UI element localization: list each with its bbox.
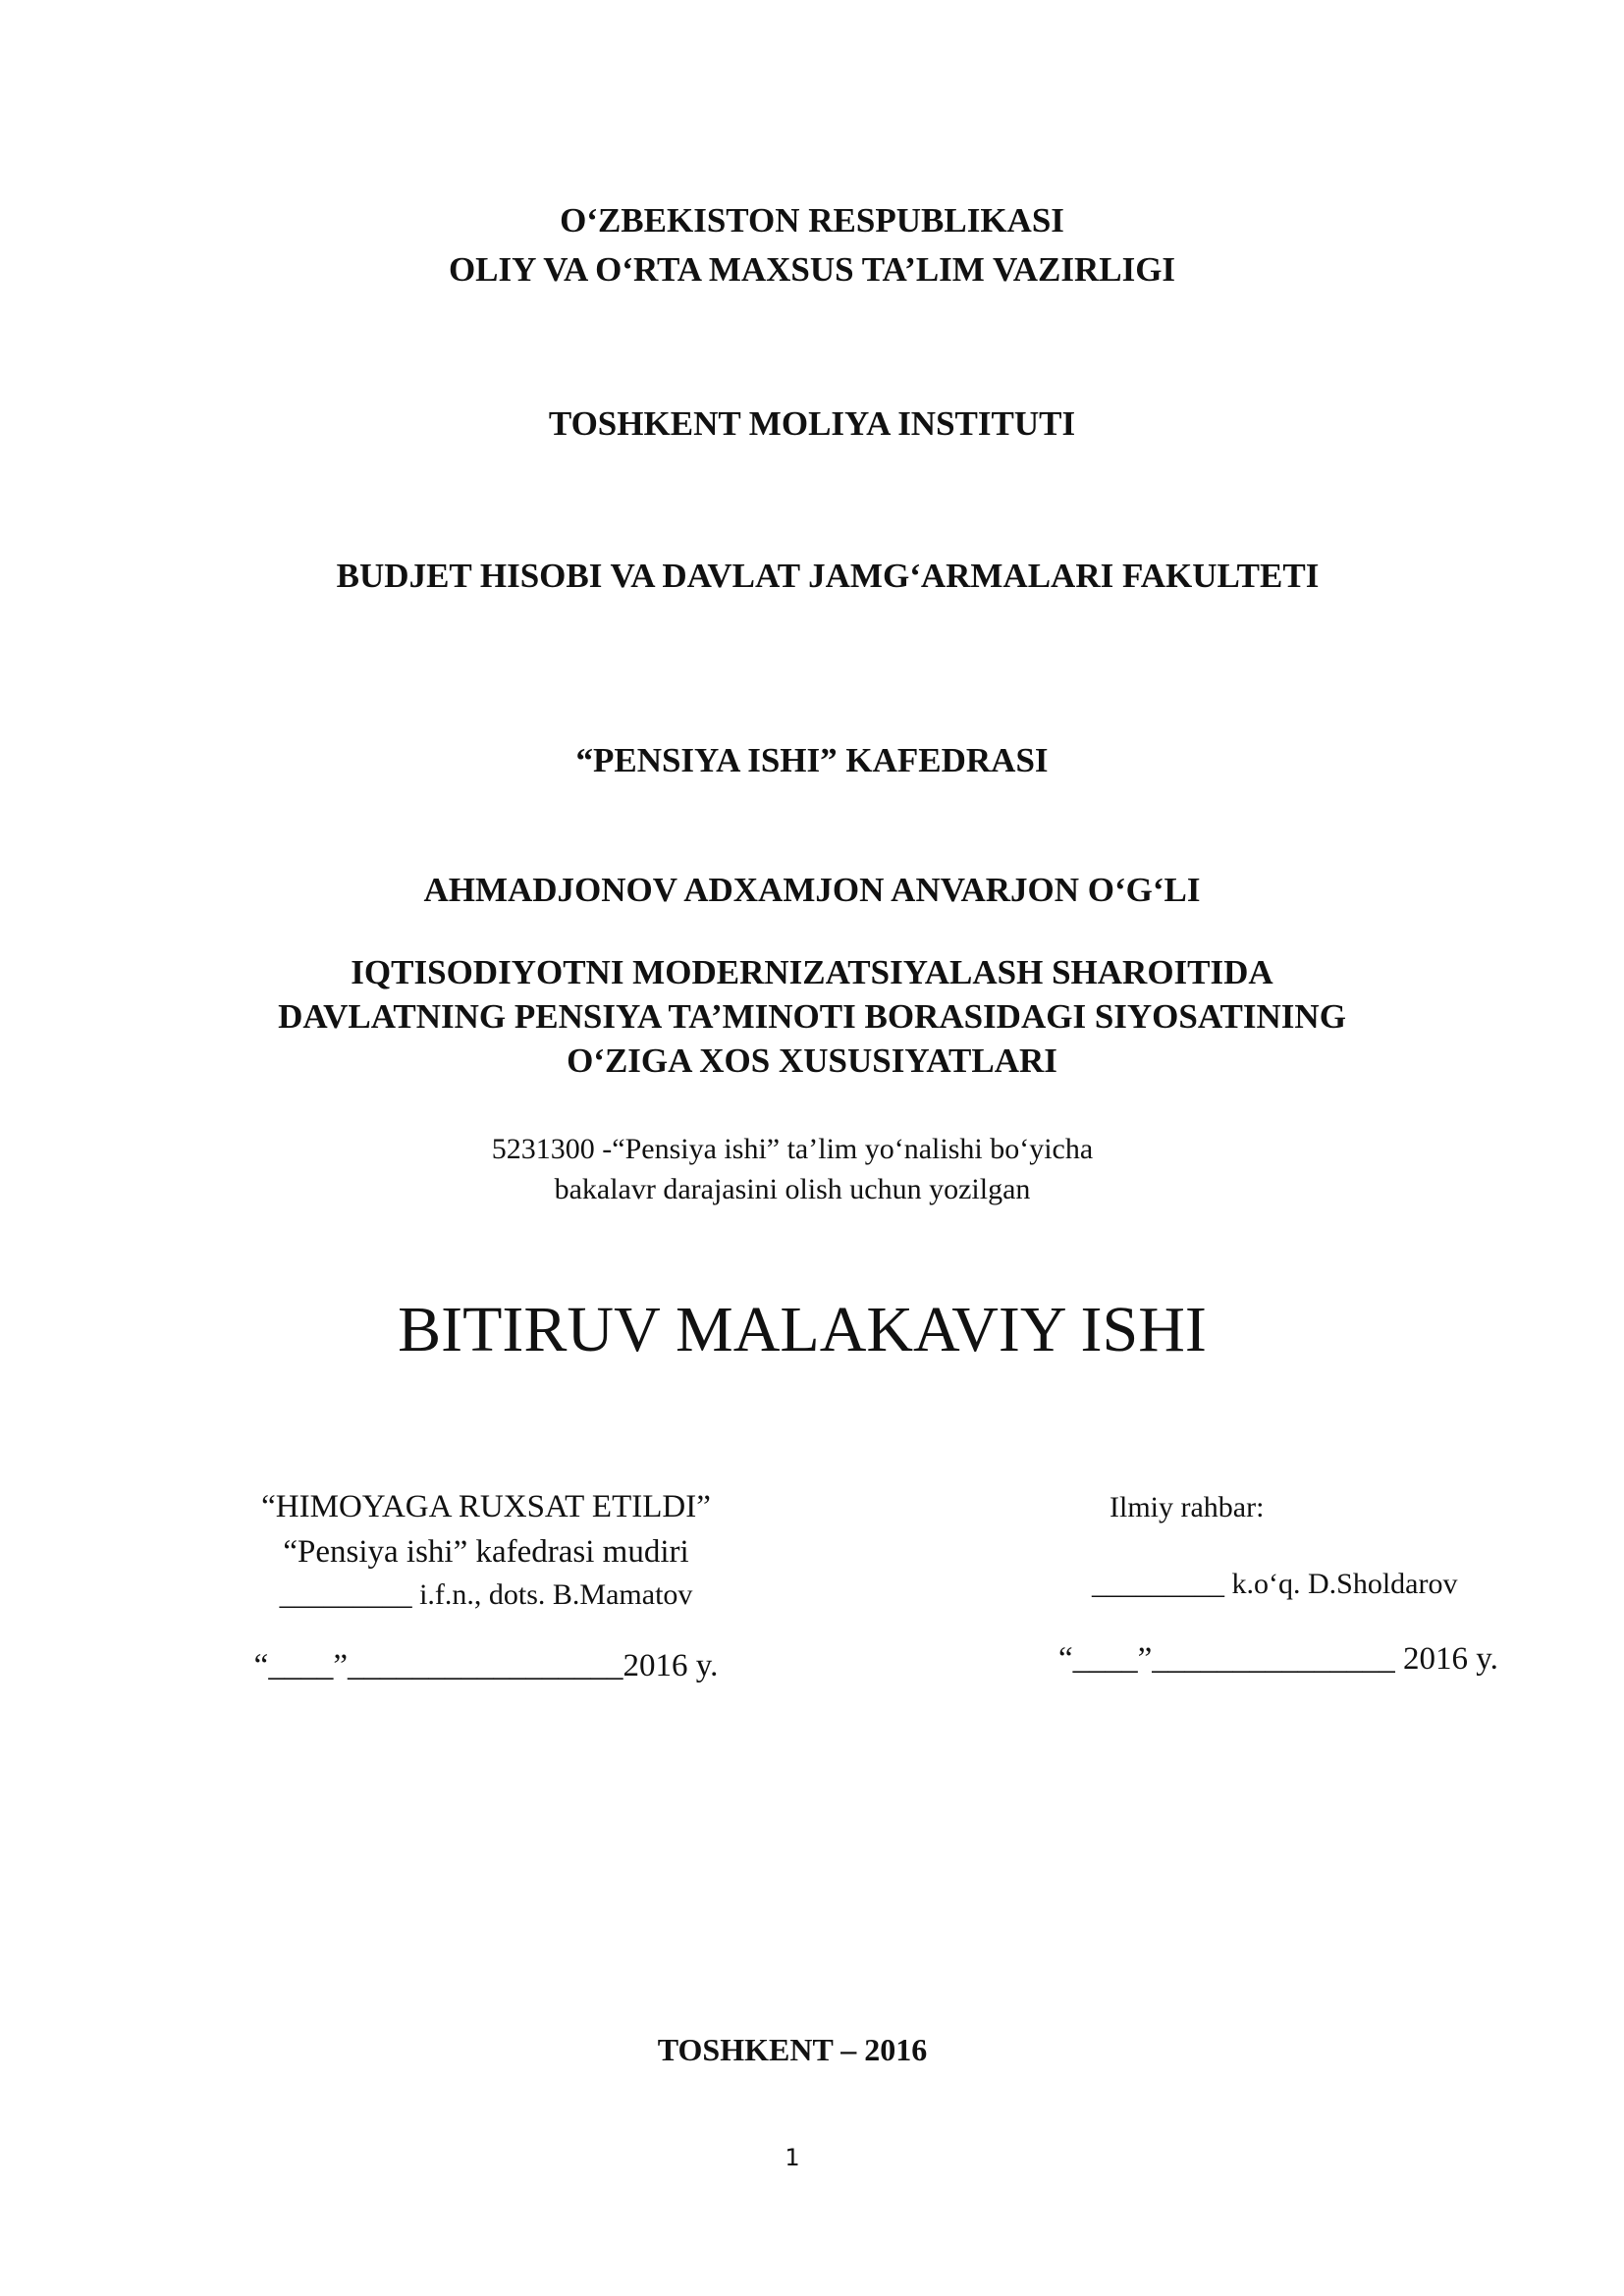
supervisor-heading: Ilmiy rahbar:: [1110, 1491, 1265, 1523]
thesis-title-line-2: DAVLATNING PENSIYA TA’MINOTI BORASIDAGI SIYOSATINING: [278, 997, 1346, 1036]
institute-name: TOSHKENT MOLIYA INSTITUTI: [548, 404, 1076, 443]
approval-date-line: “____”_________________2016 y.: [253, 1648, 719, 1683]
supervisor-date-line: “____”_______________ 2016 y.: [1058, 1641, 1498, 1677]
approval-signature-line: _________ i.f.n., dots. B.Mamatov: [279, 1578, 693, 1611]
department-name: “PENSIYA ISHI” KAFEDRASI: [575, 741, 1049, 779]
city-year: TOSHKENT – 2016: [657, 2032, 928, 2067]
thesis-title-line-1: IQTISODIYOTNI MODERNIZATSIYALASH SHAROITIDA: [351, 953, 1273, 991]
supervisor-signature-line: _________ k.o‘q. D.Sholdarov: [1092, 1568, 1458, 1600]
author-name: AHMADJONOV ADXAMJON ANVARJON O‘G‘LI: [423, 871, 1201, 909]
degree-purpose-line-2: bakalavr darajasini olish uchun yozilgan: [554, 1173, 1031, 1205]
ministry-line-1: O‘ZBEKISTON RESPUBLIKASI: [560, 201, 1064, 240]
ministry-header: [0, 196, 1624, 294]
work-type-title: BITIRUV MALAKAVIY ISHI: [398, 1294, 1207, 1365]
page-number: 1: [785, 2144, 800, 2171]
approval-block: [226, 1484, 746, 1688]
ministry-line-2: OLIY VA O‘RTA MAXSUS TA’LIM VAZIRLIGI: [448, 250, 1176, 289]
approval-heading: “HIMOYAGA RUXSAT ETILDI”: [261, 1489, 711, 1524]
faculty-name: BUDJET HISOBI VA DAVLAT JAMG‘ARMALARI FAKULTETI: [336, 557, 1320, 595]
approval-role: “Pensiya ishi” kafedrasi mudiri: [283, 1534, 689, 1570]
degree-purpose: [0, 1129, 1604, 1209]
thesis-title-line-3: O‘ZIGA XOS XUSUSIYATLARI: [567, 1041, 1057, 1080]
thesis-title: [0, 950, 1624, 1083]
degree-purpose-line-1: 5231300 -“Pensiya ishi” ta’lim yo‘nalishi bo‘yicha: [491, 1133, 1094, 1165]
